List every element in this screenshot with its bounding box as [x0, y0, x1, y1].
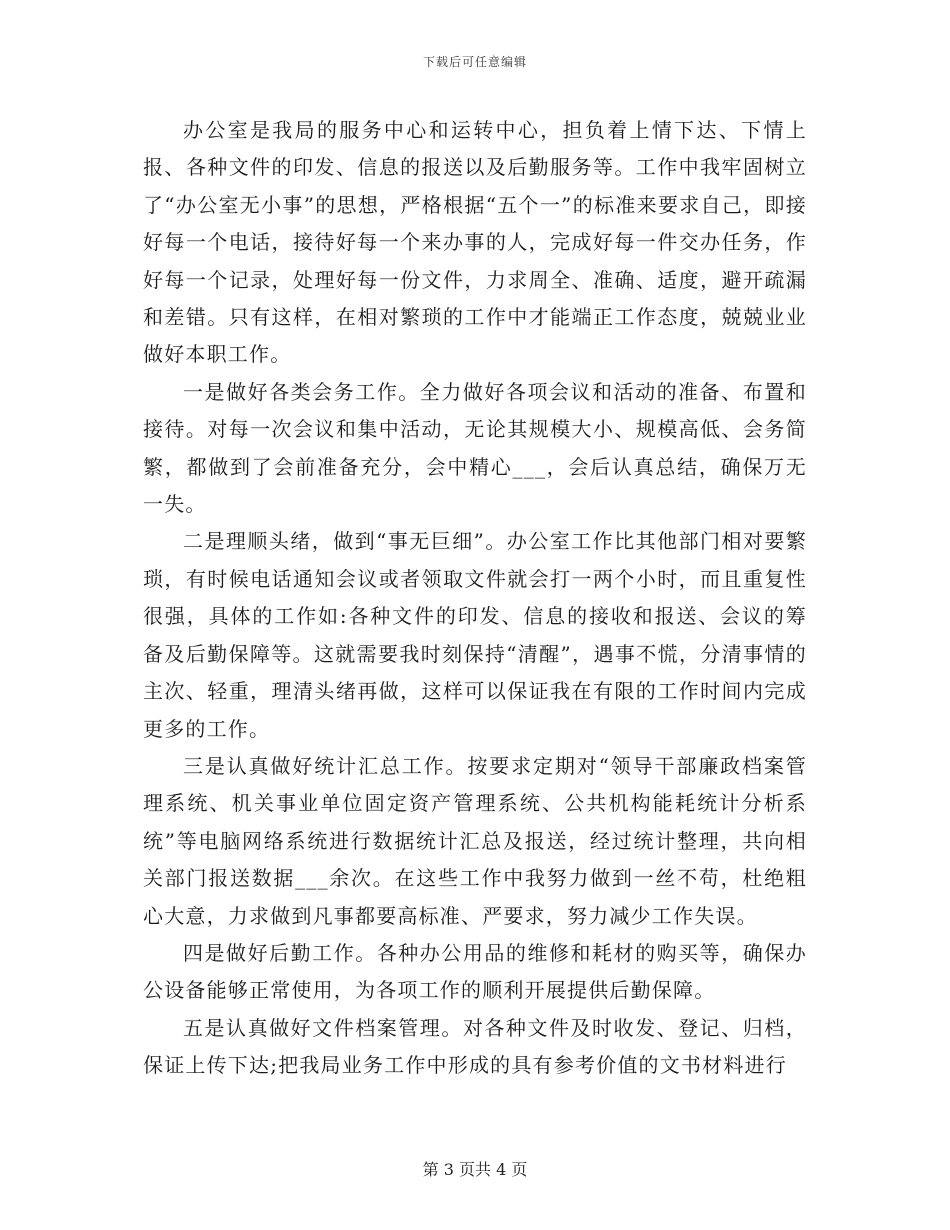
page-number: 第 3 页共 4 页	[422, 1160, 528, 1179]
paragraph-statistics-work: 三是认真做好统计汇总工作。按要求定期对“领导干部廉政档案管理系统、机关事业单位固定资产管理系统、公共机构能耗统计分析系统”等电脑网络系统进行数据统计汇总及报送，经过统计整理，共向相关部门报送数据___余次。在这些工作中我努力做到一丝不苟，杜绝粗心大意，力求做到凡事都要高标准、严要求，努力减少工作失误。	[143, 753, 807, 928]
paragraph-archive-management: 五是认真做好文件档案管理。对各种文件及时收发、登记、归档，保证上传下达;把我局业务工作中形成的具有参考价值的文书材料进行	[143, 1015, 807, 1078]
paragraph-meeting-work: 一是做好各类会务工作。全力做好各项会议和活动的准备、布置和接待。对每一次会议和集中活动，无论其规模大小、规模高低、会务简繁，都做到了会前准备充分，会中精心___，会后认真总结，确保万无一失。	[143, 379, 807, 517]
page-header: 下载后可任意编辑	[422, 55, 527, 69]
paragraph-logistics-work: 四是做好后勤工作。各种办公用品的维修和耗材的购买等，确保办公设备能够正常使用，为各项工作的顺利开展提供后勤保障。	[143, 940, 807, 1003]
paragraph-organize-tasks: 二是理顺头绪，做到“事无巨细”。办公室工作比其他部门相对要繁琐，有时候电话通知会议或者领取文件就会打一两个小时，而且重复性很强，具体的工作如:各种文件的印发、信息的接收和报送、会议的筹备及后勤保障等。这就需要我时刻保持“清醒”，遇事不慌，分清事情的主次、轻重，理清头绪再做，这样可以保证我在有限的工作时间内完成更多的工作。	[143, 529, 807, 741]
paragraph-office-role: 办公室是我局的服务中心和运转中心，担负着上情下达、下情上报、各种文件的印发、信息的报送以及后勤服务等。工作中我牢固树立了“办公室无小事”的思想，严格根据“五个一”的标准来要求自己，即接好每一个电话，接待好每一个来办事的人，完成好每一件交办任务，作好每一个记录，处理好每一份文件，力求周全、准确、适度，避开疏漏和差错。只有这样，在相对繁琐的工作中才能端正工作态度，兢兢业业做好本职工作。	[143, 118, 807, 367]
document-body	[143, 112, 807, 1085]
